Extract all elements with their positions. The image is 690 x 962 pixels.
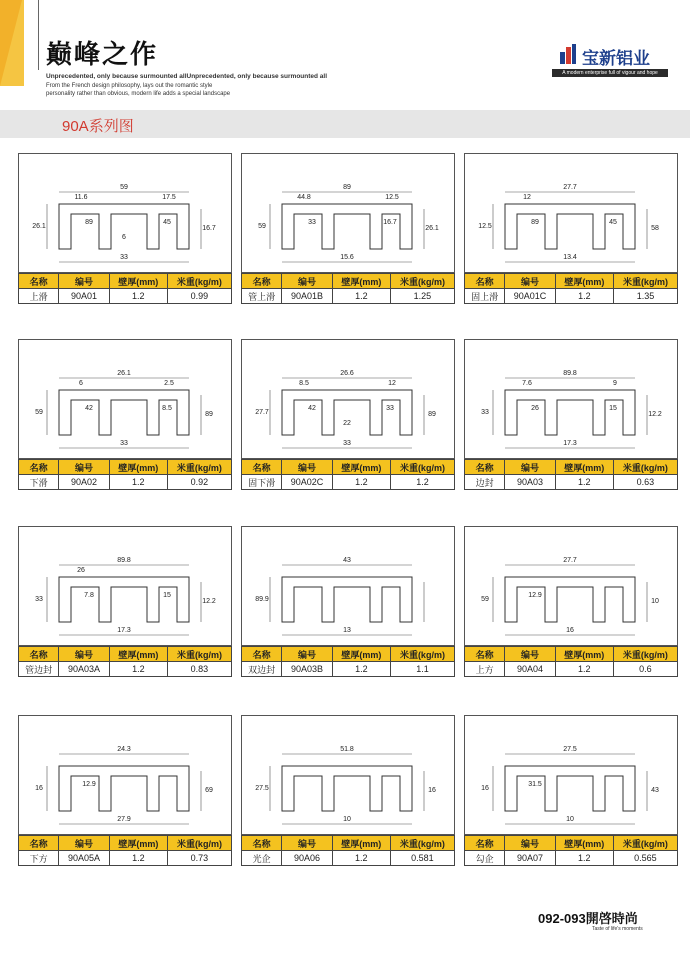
profile-card (18, 526, 232, 694)
spec-header-cell: 米重(kg/m) (613, 274, 677, 289)
profile-card (464, 153, 678, 321)
spec-header-cell: 名称 (242, 836, 282, 851)
dimension-label: 15 (609, 405, 617, 412)
dimension-label: 59 (481, 596, 489, 603)
profile-outline (505, 577, 635, 622)
spec-header-cell: 壁厚(mm) (555, 836, 613, 851)
spec-thickness: 1.2 (109, 662, 167, 677)
spec-weight: 1.35 (613, 289, 677, 304)
spec-header-cell: 米重(kg/m) (613, 836, 677, 851)
profile-drawing (18, 153, 232, 273)
brand-name: 宝新铝业 (582, 49, 650, 69)
spec-code: 90A02 (59, 475, 109, 490)
profile-card (241, 339, 455, 507)
spec-header-cell: 米重(kg/m) (390, 274, 454, 289)
spec-header-cell: 名称 (19, 460, 59, 475)
spec-header-cell: 壁厚(mm) (332, 460, 390, 475)
dimension-label: 16 (35, 785, 43, 792)
spec-header-cell: 编号 (59, 836, 110, 851)
profile-spec-table (18, 459, 232, 490)
dimension-label: 24.3 (117, 746, 131, 753)
profile-spec-table (18, 273, 232, 304)
profile-section-diagram (465, 527, 677, 645)
profile-outline (282, 204, 412, 249)
profile-drawing (464, 339, 678, 459)
dimension-label: 27.7 (563, 557, 577, 564)
spec-header-cell: 编号 (282, 647, 333, 662)
profile-outline (282, 390, 412, 435)
dimension-label: 11.6 (74, 194, 88, 201)
spec-thickness: 1.2 (555, 475, 613, 490)
dimension-label: 15.6 (340, 254, 354, 261)
spec-header-cell: 名称 (242, 647, 282, 662)
dimension-label: 26.1 (32, 223, 46, 230)
spec-header-cell: 米重(kg/m) (390, 836, 454, 851)
profile-card (18, 715, 232, 883)
dimension-label: 6 (122, 234, 126, 241)
dimension-label: 26.6 (340, 370, 354, 377)
spec-name: 下滑 (19, 475, 59, 490)
dimension-label: 16 (481, 785, 489, 792)
dimension-label: 13 (343, 627, 351, 634)
dimension-label: 27.5 (563, 746, 577, 753)
spec-header-cell: 编号 (282, 460, 333, 475)
spec-weight: 0.92 (167, 475, 231, 490)
spec-header-cell: 名称 (465, 647, 505, 662)
profile-outline (59, 204, 189, 249)
spec-header-cell: 名称 (242, 274, 282, 289)
dimension-label: 12.9 (82, 781, 96, 788)
profile-outline (59, 577, 189, 622)
dimension-label: 42 (308, 405, 316, 412)
spec-name: 上方 (465, 662, 505, 677)
dimension-label: 27.7 (563, 184, 577, 191)
dimension-label: 12.5 (385, 194, 399, 201)
profile-section-diagram (465, 716, 677, 834)
dimension-label: 27.7 (255, 409, 269, 416)
spec-header-cell: 编号 (505, 274, 556, 289)
profile-spec-table (241, 459, 455, 490)
profile-spec-table (464, 273, 678, 304)
spec-thickness: 1.2 (109, 475, 167, 490)
dimension-label: 26.1 (117, 370, 131, 377)
dimension-label: 33 (308, 219, 316, 226)
spec-weight: 0.6 (613, 662, 677, 677)
profile-spec-table (18, 835, 232, 866)
dimension-label: 45 (609, 219, 617, 226)
dimension-label: 8.5 (162, 405, 172, 412)
dimension-label: 12.2 (202, 598, 216, 605)
spec-weight: 0.565 (613, 851, 677, 866)
spec-header-cell: 壁厚(mm) (332, 836, 390, 851)
spec-thickness: 1.2 (109, 851, 167, 866)
dimension-label: 26 (77, 567, 85, 574)
dimension-label: 16.7 (202, 225, 216, 232)
dimension-label: 31.5 (528, 781, 542, 788)
spec-header-cell: 米重(kg/m) (167, 460, 231, 475)
dimension-label: 59 (120, 184, 128, 191)
dimension-label: 6 (79, 380, 83, 387)
profile-drawing (18, 715, 232, 835)
dimension-label: 44.8 (297, 194, 311, 201)
dimension-label: 10 (343, 816, 351, 823)
profile-card (241, 153, 455, 321)
dimension-label: 51.8 (340, 746, 354, 753)
dimension-label: 89 (428, 411, 436, 418)
profile-card (241, 526, 455, 694)
dimension-label: 89.8 (117, 557, 131, 564)
spec-name: 边封 (465, 475, 505, 490)
dimension-label: 26.1 (425, 225, 439, 232)
dimension-label: 17.5 (162, 194, 176, 201)
spec-header-cell: 米重(kg/m) (167, 647, 231, 662)
spec-header-cell: 编号 (505, 460, 555, 475)
spec-header-cell: 壁厚(mm) (555, 647, 613, 662)
dimension-label: 26 (531, 405, 539, 412)
profile-card (18, 153, 232, 321)
spec-header-cell: 壁厚(mm) (332, 274, 390, 289)
profile-section-diagram (242, 154, 454, 272)
spec-name: 固下滑 (242, 475, 282, 490)
spec-header-cell: 壁厚(mm) (332, 647, 390, 662)
spec-thickness: 1.2 (332, 289, 390, 304)
profile-drawing (241, 526, 455, 646)
spec-weight: 0.63 (613, 475, 677, 490)
profile-spec-table (464, 459, 678, 490)
page-title: 巅峰之作 (46, 40, 159, 70)
dimension-label: 89 (343, 184, 351, 191)
profile-drawing (241, 715, 455, 835)
profile-drawing (241, 153, 455, 273)
spec-header-cell: 编号 (59, 460, 109, 475)
spec-header-cell: 米重(kg/m) (167, 836, 231, 851)
spec-code: 90A06 (282, 851, 332, 866)
profile-card (464, 339, 678, 507)
header-tagline-1: Unprecedented, only because surmounted allUnprecedented, only because surmounted all (46, 73, 328, 80)
dimension-label: 59 (258, 223, 266, 230)
dimension-label: 12.2 (648, 411, 662, 418)
spec-header-cell: 米重(kg/m) (390, 460, 454, 475)
dimension-label: 7.6 (522, 380, 532, 387)
corner-accent-shade (0, 0, 22, 86)
profile-section-diagram (19, 716, 231, 834)
spec-header-cell: 壁厚(mm) (109, 274, 167, 289)
spec-header-cell: 编号 (59, 647, 110, 662)
dimension-label: 43 (651, 787, 659, 794)
dimension-label: 33 (35, 596, 43, 603)
dimension-label: 69 (205, 787, 213, 794)
spec-name: 管边封 (19, 662, 59, 677)
spec-weight: 0.99 (167, 289, 231, 304)
spec-weight: 1.25 (390, 289, 454, 304)
spec-thickness: 1.2 (332, 851, 390, 866)
spec-header-cell: 米重(kg/m) (167, 274, 231, 289)
spec-weight: 1.2 (390, 475, 454, 490)
dimension-label: 7.8 (84, 592, 94, 599)
profile-spec-table (464, 835, 678, 866)
series-title: 90A系列图 (62, 118, 134, 135)
dimension-label: 16 (566, 627, 574, 634)
spec-code: 90A04 (505, 662, 555, 677)
spec-name: 勾企 (465, 851, 505, 866)
profile-card (464, 715, 678, 883)
spec-header-cell: 编号 (505, 836, 555, 851)
dimension-label: 15 (163, 592, 171, 599)
spec-header-cell: 米重(kg/m) (613, 647, 677, 662)
spec-header-cell: 壁厚(mm) (555, 274, 613, 289)
dimension-label: 33 (120, 254, 128, 261)
dimension-label: 59 (35, 409, 43, 416)
profile-drawing (18, 339, 232, 459)
profile-spec-table (241, 273, 455, 304)
spec-header-cell: 米重(kg/m) (390, 647, 454, 662)
dimension-label: 33 (120, 440, 128, 447)
dimension-label: 89.8 (563, 370, 577, 377)
spec-name: 管上滑 (242, 289, 282, 304)
spec-code: 90A03A (59, 662, 110, 677)
brand-slogan: A modern enterprise full of vigour and hope (552, 69, 668, 77)
spec-header-cell: 壁厚(mm) (109, 647, 167, 662)
dimension-label: 89 (85, 219, 93, 226)
spec-header-cell: 名称 (465, 460, 505, 475)
profile-drawing (241, 339, 455, 459)
spec-header-cell: 壁厚(mm) (109, 836, 167, 851)
dimension-label: 12.9 (528, 592, 542, 599)
profile-outline (59, 766, 189, 811)
dimension-label: 89 (531, 219, 539, 226)
dimension-label: 16.7 (383, 219, 397, 226)
spec-header-cell: 壁厚(mm) (555, 460, 613, 475)
footer-page-title: 092-093開啓時尚 (538, 911, 638, 926)
dimension-label: 45 (163, 219, 171, 226)
spec-weight: 1.1 (390, 662, 454, 677)
dimension-label: 17.3 (117, 627, 131, 634)
spec-header-cell: 编号 (505, 647, 555, 662)
profile-section-diagram (242, 716, 454, 834)
profile-outline (505, 390, 635, 435)
profile-outline (505, 204, 635, 249)
profile-section-diagram (19, 527, 231, 645)
dimension-label: 33 (386, 405, 394, 412)
spec-thickness: 1.2 (332, 662, 390, 677)
profile-drawing (464, 715, 678, 835)
profile-drawing (464, 526, 678, 646)
dimension-label: 33 (343, 440, 351, 447)
header-tagline-3: personality rather than obvious, modern life adds a special landscape (46, 91, 231, 97)
dimension-label: 58 (651, 225, 659, 232)
spec-header-cell: 名称 (19, 274, 59, 289)
dimension-label: 27.9 (117, 816, 131, 823)
profile-outline (505, 766, 635, 811)
spec-code: 90A03 (505, 475, 555, 490)
dimension-label: 8.5 (299, 380, 309, 387)
spec-name: 下方 (19, 851, 59, 866)
dimension-label: 9 (613, 380, 617, 387)
dimension-label: 27.5 (255, 785, 269, 792)
dimension-label: 33 (481, 409, 489, 416)
header-tagline-2: From the French design philosophy, lays out the romantic style (46, 83, 213, 89)
spec-thickness: 1.2 (109, 289, 167, 304)
dimension-label: 2.5 (164, 380, 174, 387)
dimension-label: 43 (343, 557, 351, 564)
profile-card (241, 715, 455, 883)
spec-header-cell: 名称 (19, 836, 59, 851)
spec-header-cell: 编号 (282, 274, 333, 289)
profile-spec-table (18, 646, 232, 677)
dimension-label: 42 (85, 405, 93, 412)
spec-code: 90A02C (282, 475, 333, 490)
dimension-label: 89.9 (255, 596, 269, 603)
spec-code: 90A05A (59, 851, 110, 866)
spec-header-cell: 壁厚(mm) (109, 460, 167, 475)
dimension-label: 12.5 (478, 223, 492, 230)
dimension-label: 10 (651, 598, 659, 605)
spec-name: 光企 (242, 851, 282, 866)
spec-header-cell: 名称 (465, 836, 505, 851)
footer-subtitle: Taste of life's moments (592, 926, 643, 932)
profile-outline (282, 766, 412, 811)
spec-header-cell: 名称 (465, 274, 505, 289)
spec-code: 90A07 (505, 851, 555, 866)
dimension-label: 13.4 (563, 254, 577, 261)
dimension-label: 12 (388, 380, 396, 387)
spec-code: 90A01B (282, 289, 333, 304)
spec-name: 双边封 (242, 662, 282, 677)
profile-drawing (18, 526, 232, 646)
spec-name: 上滑 (19, 289, 59, 304)
spec-code: 90A01C (505, 289, 556, 304)
spec-header-cell: 编号 (59, 274, 109, 289)
profile-section-diagram (19, 154, 231, 272)
spec-weight: 0.73 (167, 851, 231, 866)
spec-weight: 0.581 (390, 851, 454, 866)
profile-outline (59, 390, 189, 435)
profile-section-diagram (465, 154, 677, 272)
profile-section-diagram (465, 340, 677, 458)
spec-thickness: 1.2 (555, 289, 613, 304)
spec-header-cell: 编号 (282, 836, 332, 851)
profile-outline (282, 577, 412, 622)
spec-code: 90A03B (282, 662, 333, 677)
profile-spec-table (464, 646, 678, 677)
profile-section-diagram (19, 340, 231, 458)
spec-thickness: 1.2 (555, 851, 613, 866)
header-divider (38, 0, 39, 70)
profile-section-diagram (242, 340, 454, 458)
dimension-label: 17.3 (563, 440, 577, 447)
profile-spec-table (241, 835, 455, 866)
dimension-label: 10 (566, 816, 574, 823)
dimension-label: 12 (523, 194, 531, 201)
profile-card (464, 526, 678, 694)
dimension-label: 89 (205, 411, 213, 418)
spec-thickness: 1.2 (332, 475, 390, 490)
profile-drawing (464, 153, 678, 273)
dimension-label: 16 (428, 787, 436, 794)
spec-code: 90A01 (59, 289, 109, 304)
dimension-label: 22 (343, 420, 351, 427)
spec-thickness: 1.2 (555, 662, 613, 677)
profile-spec-table (241, 646, 455, 677)
spec-weight: 0.83 (167, 662, 231, 677)
profile-section-diagram (242, 527, 454, 645)
spec-name: 固上滑 (465, 289, 505, 304)
spec-header-cell: 名称 (19, 647, 59, 662)
spec-header-cell: 名称 (242, 460, 282, 475)
spec-header-cell: 米重(kg/m) (613, 460, 677, 475)
profile-card (18, 339, 232, 507)
brand-logo-icon (560, 44, 576, 64)
